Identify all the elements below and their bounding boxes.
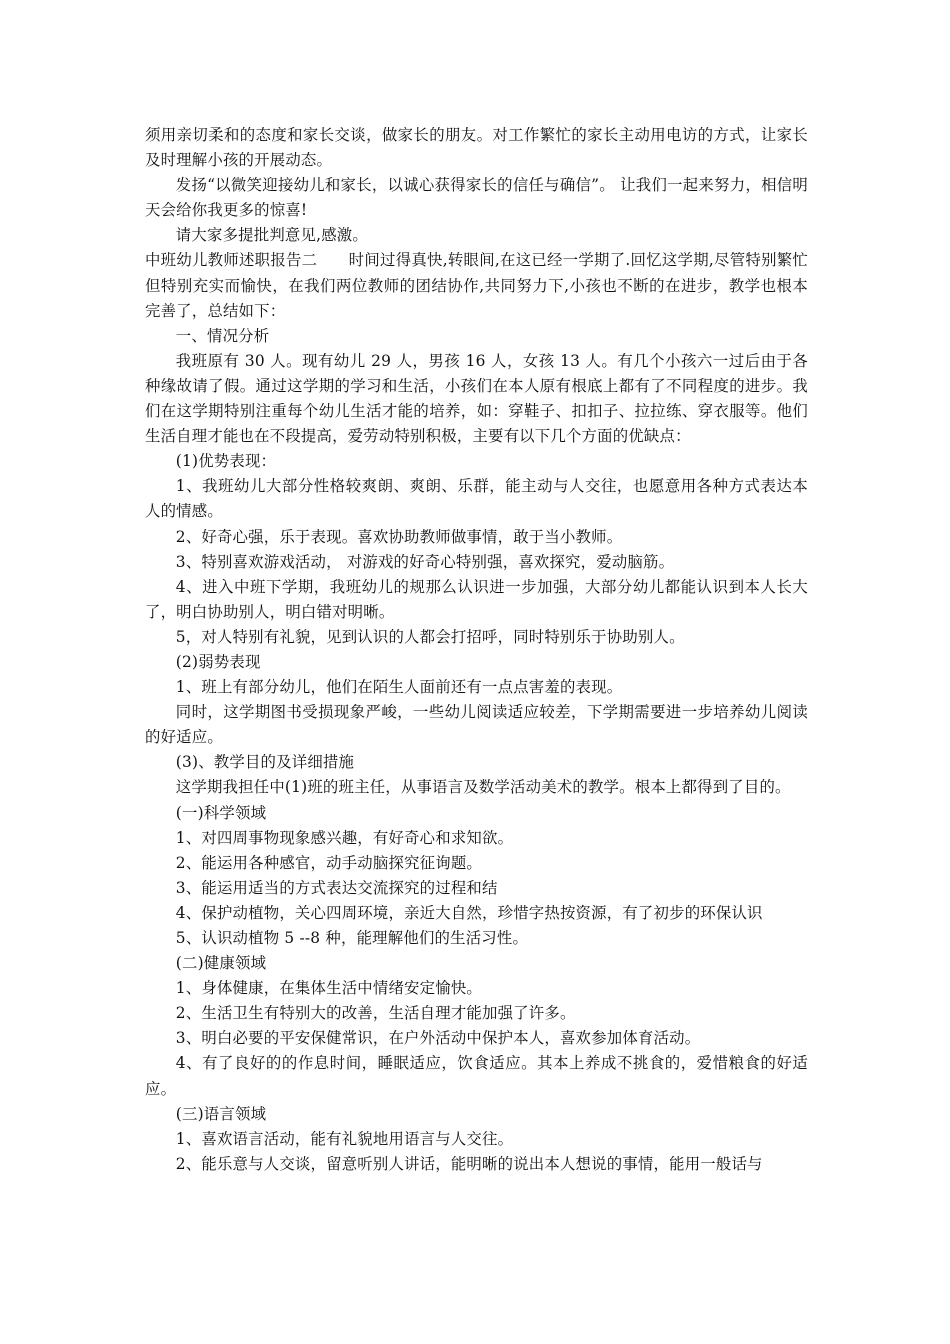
list-item: 3、特别喜欢游戏活动， 对游戏的好奇心特别强，喜欢探究，爱动脑筋。 xyxy=(175,552,675,571)
list-item: 4、保护动植物，关心四周环境，亲近大自然，珍惜字热按资源，有了初步的环保认识 xyxy=(175,903,763,922)
domain-heading: (二)健康领域 xyxy=(175,954,267,973)
paragraph: 发扬“以微笑迎接幼儿和家长，以诚心获得家长的信任与确信”。 让我们一起来努力，相信明天会给你我更多的惊喜! xyxy=(145,176,808,220)
subsection-heading: (2)弱势表现 xyxy=(175,652,261,671)
section-heading: 一、情况分析 xyxy=(175,326,270,345)
list-item: 3、明白必要的平安保健常识，在户外活动中保护本人，喜欢参加体育活动。 xyxy=(175,1029,701,1048)
paragraph: 须用亲切柔和的态度和家长交谈，做家长的朋友。对工作繁忙的家长主动用电访的方式，让家长及时理解小孩的开展动态。 xyxy=(145,126,808,170)
paragraph-report-title: 中班幼儿教师述职报告二 时间过得真快,转眼间,在这已经一学期了.回忆这学期,尽管特别繁忙但特别充实而愉快，在我们两位教师的团结协作,共同努力下,小孩也不断的在进步，教学也根本完善了，总结如下： xyxy=(145,251,808,320)
list-item: 1、喜欢语言活动，能有礼貌地用语言与人交往。 xyxy=(175,1129,514,1148)
list-item: 5、认识动植物 5 --8 种，能理解他们的生活习性。 xyxy=(175,929,529,947)
subsection-heading: (1)优势表现： xyxy=(175,452,277,471)
list-item: 1、我班幼儿大部分性格较爽朗、爽朗、乐群，能主动与人交往，也愿意用各种方式表达本人的情感。 xyxy=(145,477,808,521)
list-item: 2、好奇心强，乐于表现。喜欢协助教师做事情，敢于当小教师。 xyxy=(175,527,623,546)
list-item: 2、能运用各种感官，动手动脑探究征询题。 xyxy=(175,853,483,872)
list-item: 4、有了良好的的作息时间，睡眠适应，饮食适应。其本上养成不挑食的，爱惜粮食的好适应。 xyxy=(145,1054,808,1098)
list-item: 1、班上有部分幼儿，他们在陌生人面前还有一点点害羞的表现。 xyxy=(175,678,623,697)
list-item: 2、能乐意与人交谈，留意听别人讲话，能明晰的说出本人想说的事情，能用一般话与 xyxy=(175,1154,763,1173)
paragraph: 同时，这学期图书受损现象严峻，一些幼儿阅读适应较差，下学期需要进一步培养幼儿阅读的好适应。 xyxy=(145,703,808,747)
subsection-heading: (3)、教学目的及详细措施 xyxy=(175,753,355,772)
domain-heading: (一)科学领域 xyxy=(175,803,267,822)
list-item: 3、能运用适当的方式表达交流探究的过程和结 xyxy=(175,878,498,897)
list-item: 1、身体健康，在集体生活中情绪安定愉快。 xyxy=(175,979,483,998)
list-item: 2、生活卫生有特别大的改善，生活自理才能加强了许多。 xyxy=(175,1004,576,1023)
paragraph: 这学期我担任中(1)班的班主任，从事语言及数学活动美术的教学。根本上都得到了目的。 xyxy=(175,778,791,797)
document-body xyxy=(145,123,808,1177)
paragraph: 请大家多提批判意见,感激。 xyxy=(175,226,368,245)
paragraph: 我班原有 30 人。现有幼儿 29 人，男孩 16 人，女孩 13 人。有几个小孩六一过后由于各种缘故请了假。通过这学期的学习和生活，小孩们在本人原有根底上都有了不同程度的进步。我们在这学期特别注重每个幼儿生活才能的培养，如：穿鞋子、扣扣子、拉拉练、穿衣服等。他们生活自理才能也在不段提高，爱劳动特别积极，主要有以下几个方面的优缺点： xyxy=(145,351,808,446)
domain-heading: (三)语言领域 xyxy=(175,1104,267,1123)
list-item: 5，对人特别有礼貌，见到认识的人都会打招呼，同时特别乐于协助别人。 xyxy=(175,627,685,646)
list-item: 1、对四周事物现象感兴趣，有好奇心和求知欲。 xyxy=(175,828,514,847)
list-item: 4、进入中班下学期，我班幼儿的规那么认识进一步加强，大部分幼儿都能认识到本人长大了，明白协助别人，明白错对明晰。 xyxy=(145,577,808,621)
